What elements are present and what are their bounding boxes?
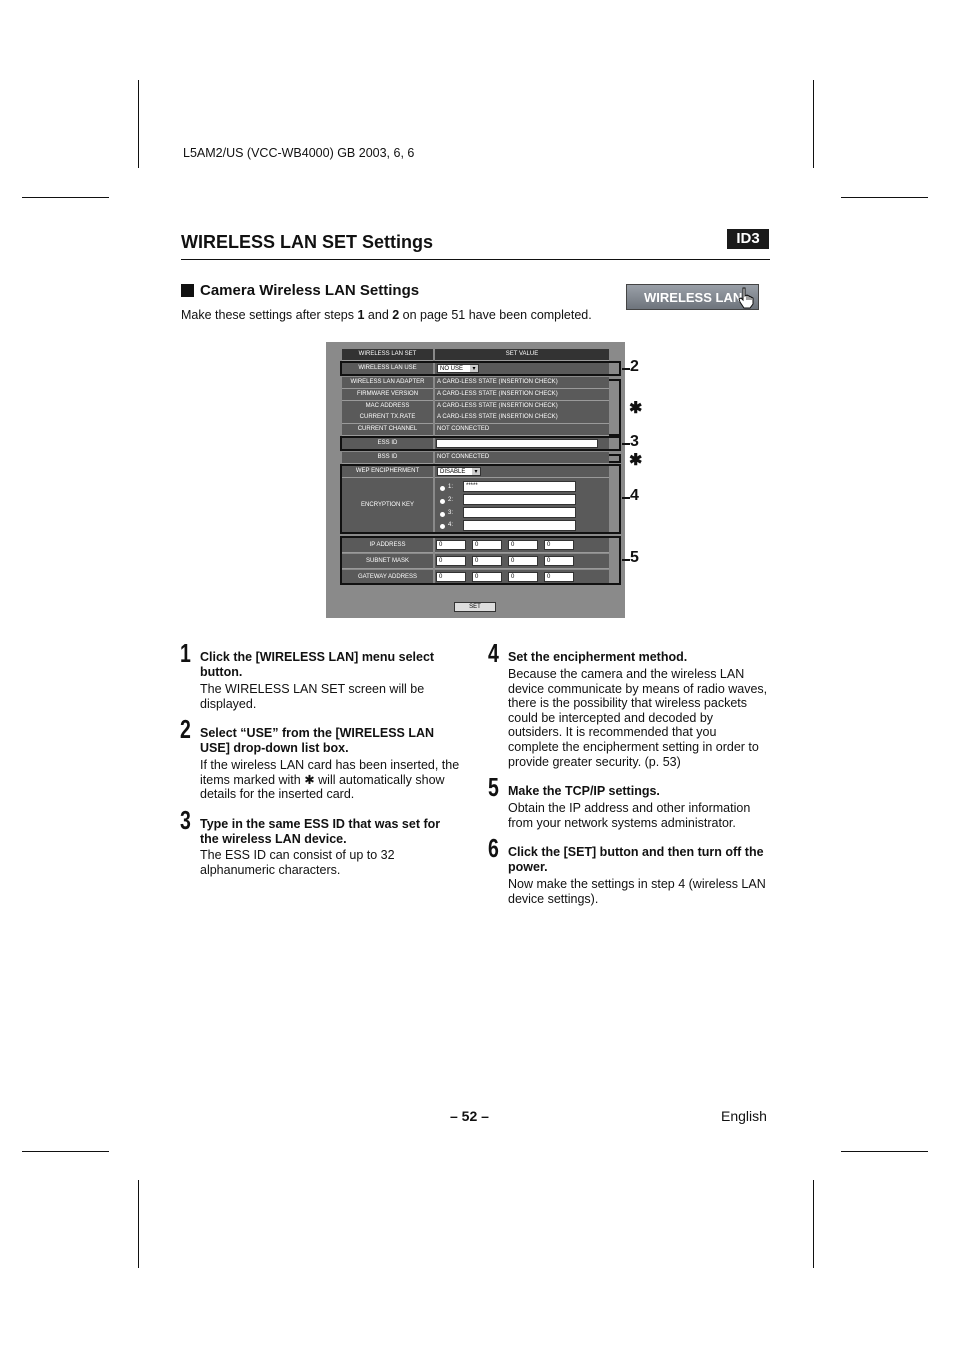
step-6-number: 6 bbox=[488, 833, 499, 863]
crop-mark bbox=[22, 197, 109, 198]
highlight-bracket-star-2 bbox=[609, 454, 621, 463]
firmware-version-row: FIRMWARE VERSION A CARD-LESS STATE (INSERTION CHECK) bbox=[342, 389, 609, 400]
step-3-body: The ESS ID can consist of up to 32 alphanumeric characters. bbox=[200, 848, 395, 877]
callout-star: ✱ bbox=[629, 400, 643, 417]
gateway-address-row: GATEWAY ADDRESS 0 0 0 0 bbox=[342, 570, 609, 584]
subnet-mask-row: SUBNET MASK 0 0 0 0 bbox=[342, 554, 609, 568]
step-5-heading: Make the TCP/IP settings. bbox=[508, 784, 660, 798]
step-4-body: Because the camera and the wireless LAN device communicate by means of radio waves, there is the possibility that wireless packets could be intercepted and decoded by outsiders. It is recommended that you complete the encipherment setting in order to provide greater security. (p. 53) bbox=[508, 667, 768, 769]
crop-mark bbox=[813, 1180, 814, 1268]
callout-5: 5 bbox=[630, 549, 639, 566]
gw-octet-1[interactable]: 0 bbox=[436, 572, 466, 582]
section-title: WIRELESS LAN SET Settings bbox=[181, 232, 434, 252]
wireless-lan-use-dropdown[interactable]: NO USE ▾ bbox=[437, 364, 479, 373]
bss-id-row: BSS ID NOT CONNECTED bbox=[342, 452, 609, 463]
step-1-body: The WIRELESS LAN SET screen will be displayed. bbox=[200, 682, 425, 711]
crop-mark bbox=[138, 80, 139, 168]
ip-octet-2[interactable]: 0 bbox=[472, 540, 502, 550]
title-rule bbox=[181, 259, 770, 260]
step-6-body: Now make the settings in step 4 (wireless LAN device settings). bbox=[508, 877, 766, 906]
ip-address-row: IP ADDRESS 0 0 0 0 bbox=[342, 538, 609, 552]
wep-encipherment-row: WEP ENCIPHERMENT DISABLE ▾ bbox=[342, 466, 609, 477]
mask-octet-3[interactable]: 0 bbox=[508, 556, 538, 566]
wep-encipherment-dropdown[interactable]: DISABLE ▾ bbox=[437, 467, 481, 476]
chevron-down-icon: ▾ bbox=[470, 365, 478, 372]
gw-octet-2[interactable]: 0 bbox=[472, 572, 502, 582]
chevron-down-icon: ▾ bbox=[472, 468, 480, 475]
footer-language: English bbox=[721, 1108, 767, 1124]
ip-octet-4[interactable]: 0 bbox=[544, 540, 574, 550]
step-2-number: 2 bbox=[180, 714, 191, 744]
step-4-heading: Set the encipherment method. bbox=[508, 650, 688, 664]
key1-input[interactable]: ***** bbox=[463, 481, 576, 492]
wireless-lan-adapter-row: WIRELESS LAN ADAPTER A CARD-LESS STATE (INSERTION CHECK) bbox=[342, 377, 609, 388]
step-1-heading: Click the [WIRELESS LAN] menu select button. bbox=[200, 650, 435, 679]
step-2-body: If the wireless LAN card has been inserted, the items marked with ✱ will automatically show details for the inserted card. bbox=[200, 758, 460, 802]
current-channel-row: CURRENT CHANNEL NOT CONNECTED bbox=[342, 424, 609, 435]
page-number: – 52 – bbox=[450, 1108, 489, 1124]
ip-octet-3[interactable]: 0 bbox=[508, 540, 538, 550]
crop-mark bbox=[841, 197, 928, 198]
callout-4: 4 bbox=[630, 487, 639, 504]
callout-tick bbox=[622, 368, 630, 370]
encryption-key-row: ENCRYPTION KEY 1: ***** 2: 3: 4: bbox=[342, 478, 609, 532]
crop-mark bbox=[841, 1151, 928, 1152]
set-button[interactable]: SET bbox=[454, 602, 496, 612]
wireless-lan-use-row: WIRELESS LAN USE NO USE ▾ bbox=[342, 363, 609, 374]
current-txrate-row: CURRENT TX.RATE A CARD-LESS STATE (INSERTION CHECK) bbox=[342, 412, 609, 423]
wireless-lan-set-screen bbox=[326, 342, 625, 618]
highlight-bracket-star bbox=[609, 379, 621, 436]
highlight-box-4 bbox=[340, 464, 621, 534]
crop-mark bbox=[22, 1151, 109, 1152]
subsection-title: Camera Wireless LAN Settings bbox=[200, 282, 420, 299]
screen-header-row: WIRELESS LAN SET SET VALUE bbox=[342, 349, 609, 360]
step-5-body: Obtain the IP address and other information from your network systems administrator. bbox=[508, 801, 751, 830]
square-bullet-icon bbox=[181, 284, 194, 297]
callout-tick bbox=[622, 559, 630, 561]
mac-address-row: MAC ADDRESS A CARD-LESS STATE (INSERTION CHECK) bbox=[342, 401, 609, 412]
step-5-number: 5 bbox=[488, 772, 499, 802]
ip-octet-1[interactable]: 0 bbox=[436, 540, 466, 550]
gw-octet-4[interactable]: 0 bbox=[544, 572, 574, 582]
step-3-number: 3 bbox=[180, 805, 191, 835]
mask-octet-2[interactable]: 0 bbox=[472, 556, 502, 566]
mask-octet-4[interactable]: 0 bbox=[544, 556, 574, 566]
step-6-heading: Click the [SET] button and then turn off the power. bbox=[508, 845, 764, 874]
callout-tick bbox=[622, 497, 630, 499]
callout-tick bbox=[622, 443, 630, 445]
crop-mark bbox=[138, 1180, 139, 1268]
intro-text: Make these settings after steps 1 and 2 on page 51 have been completed. bbox=[181, 308, 592, 322]
crop-mark bbox=[813, 80, 814, 168]
highlight-box-2 bbox=[340, 361, 621, 376]
step-3-heading: Type in the same ESS ID that was set for the wireless LAN device. bbox=[200, 817, 441, 846]
highlight-box-3 bbox=[340, 436, 621, 451]
highlight-box-5 bbox=[340, 536, 621, 585]
document-code: L5AM2/US (VCC-WB4000) GB 2003, 6, 6 bbox=[183, 146, 415, 160]
callout-2: 2 bbox=[630, 358, 639, 375]
pointer-hand-icon bbox=[738, 287, 754, 309]
callout-3: 3 bbox=[630, 433, 639, 450]
callout-star-2: ✱ bbox=[629, 452, 643, 469]
step-1-number: 1 bbox=[180, 638, 191, 668]
ess-id-row: ESS ID bbox=[342, 438, 609, 449]
step-2-heading: Select “USE” from the [WIRELESS LAN USE] drop-down list box. bbox=[200, 726, 435, 755]
wireless-lan-menu-button[interactable] bbox=[626, 284, 759, 310]
step-4-number: 4 bbox=[488, 638, 499, 668]
section-badge: ID3 bbox=[727, 229, 769, 249]
wireless-lan-button-label: WIRELESS LAN bbox=[644, 290, 743, 305]
gw-octet-3[interactable]: 0 bbox=[508, 572, 538, 582]
mask-octet-1[interactable]: 0 bbox=[436, 556, 466, 566]
